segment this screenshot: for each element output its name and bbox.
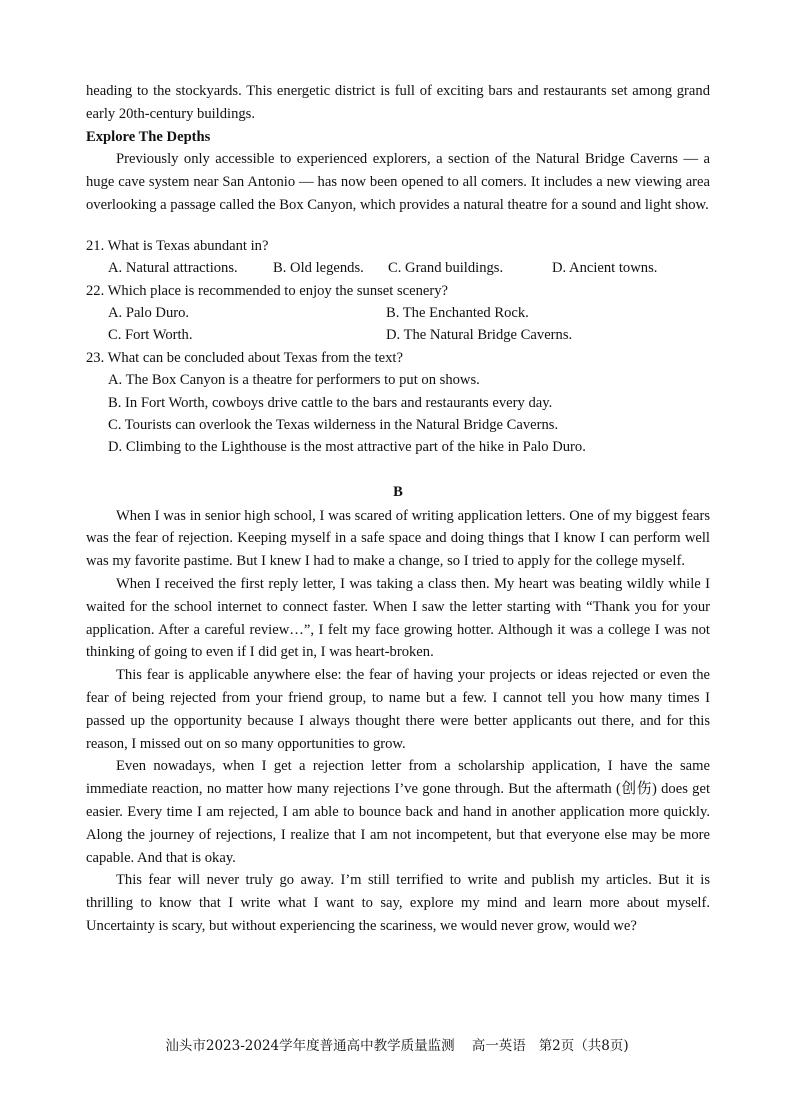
option-a: A. The Box Canyon is a theatre for performers to put on shows. [108,372,480,389]
option-c: C. Grand buildings. [388,260,504,277]
options-row [86,324,710,346]
question-23 [86,347,710,459]
passage-b-paragraph: Even nowadays, when I get a rejection letter from a scholarship application, I have the same immediate reaction, no matter how many rejections I’ve gone through. But the aftermath (创伤) does get easier. Every time I am rejected, I am able to bounce back and hand in another application more quickly. Along the journey of rejections, I realize that I am not incompetent, but that everyone else may be more capable. And that is okay. [86,758,710,866]
option-c: C. Fort Worth. [108,327,193,344]
option-b: B. The Enchanted Rock. [386,305,529,321]
passage-b-paragraph: This fear is applicable anywhere else: the fear of having your projects or ideas rejected or even the fear of being rejected from your friend group, to name but a few. I cannot tell you how many times I passed up the opportunity because I always thought there were better applicants out there, and for this reason, I missed out on so many opportunities to grow. [86,667,710,752]
option-c: C. Tourists can overlook the Texas wilderness in the Natural Bridge Caverns. [108,417,559,434]
page-footer [0,1034,794,1054]
passage-b-paragraph: This fear will never truly go away. I’m still terrified to write and publish my articles. But it is thrilling to know that I write what I want to say, explore my mind and learn more about myself. Uncertainty is scary, but without experiencing the scariness, we would never grow, would we? [86,872,710,934]
option-d: D. Climbing to the Lighthouse is the most attractive part of the hike in Palo Duro. [108,439,586,456]
question-stem: 23. What can be concluded about Texas from the text? [86,349,403,366]
footer-page-info: 第2页（共8页) [538,1038,629,1054]
footer-exam-title: 汕头市2023-2024学年度普通高中教学质量监测 [165,1038,455,1054]
passage-a-paragraph: Previously only accessible to experienced explorers, a section of the Natural Bridge Caverns — a huge cave system near San Antonio — has now been opened to all comers. It includes a new viewing area overlooking a passage called the Box Canyon, which provides a natural theatre for a sound and light show. [86,151,710,213]
question-stem: 21. What is Texas abundant in? [86,237,269,254]
option-a: A. Natural attractions. [108,260,238,277]
question-21 [86,235,710,280]
option-b: B. Old legends. [273,260,364,277]
option-b: B. In Fort Worth, cowboys drive cattle to the bars and restaurants every day. [108,394,553,411]
passage-b-label: B [393,483,403,500]
options-row [86,302,710,324]
option-d: D. The Natural Bridge Caverns. [386,327,573,344]
page-content [86,80,710,938]
passage-b-paragraph: When I was in senior high school, I was scared of writing application letters. One of my biggest fears was the fear of rejection. Keeping myself in a safe space and doing things that I know I can perform well was my favorite pastime. But I knew I had to make a change, so I tried to apply for the college myself. [86,507,710,570]
section-heading: Explore The Depths [86,128,211,145]
passage-a-intro: heading to the stockyards. This energetic district is full of exciting bars and restaurants set among grand early 20th-century buildings. [86,83,710,122]
question-22 [86,280,710,347]
option-d: D. Ancient towns. [552,260,658,277]
option-a: A. Palo Duro. [108,305,190,321]
footer-subject: 高一英语 [471,1038,526,1054]
options-row [86,257,710,279]
passage-b-paragraph: When I received the first reply letter, I was taking a class then. My heart was beating wildly while I waited for the school internet to connect faster. When I saw the letter starting with “Thank you for your application. After a careful review…”, I felt my face growing hotter. Although it was a college I was not thinking of going to even if I did get in, I was heart-broken. [86,576,710,661]
question-stem: 22. Which place is recommended to enjoy the sunset scenery? [86,282,449,299]
